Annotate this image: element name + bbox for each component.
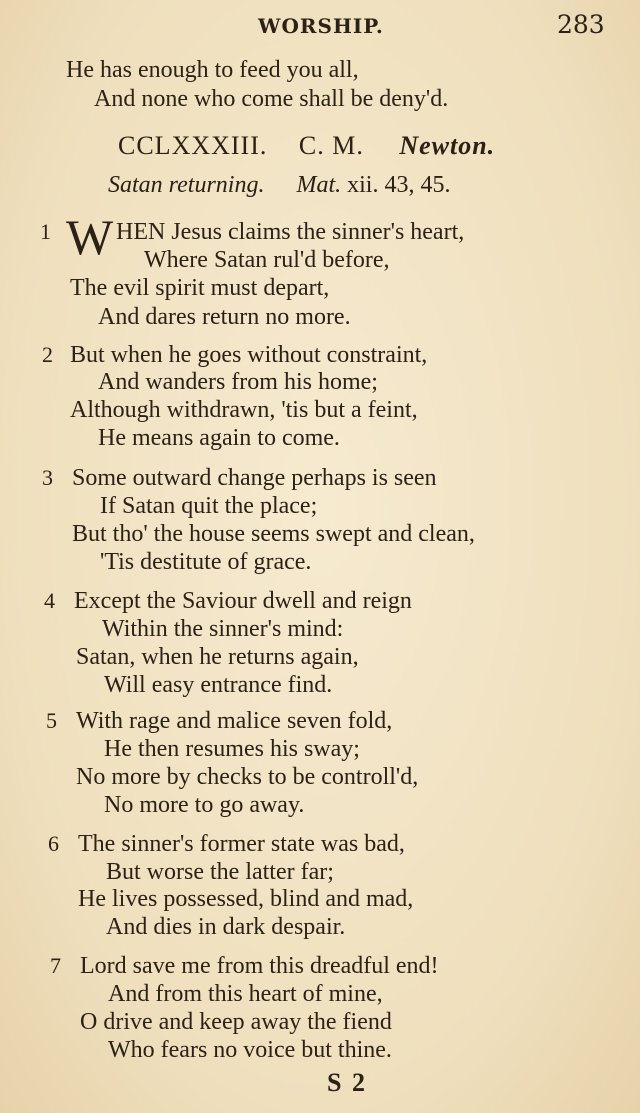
scripture-book: Mat. xyxy=(296,172,342,198)
verse-number: 4 xyxy=(44,588,55,613)
verse-number: 7 xyxy=(50,953,61,978)
running-head xyxy=(0,10,640,40)
signature-mark: S 2 xyxy=(327,1068,367,1097)
verse-line: But when he goes without constraint, xyxy=(70,342,428,368)
verse-line: Will easy entrance find. xyxy=(104,672,333,698)
verse-line: And wanders from his home; xyxy=(98,369,378,395)
verse-line: But worse the latter far; xyxy=(106,859,334,885)
hymn-author: Newton. xyxy=(399,131,496,160)
verse-line: He means again to come. xyxy=(98,425,340,451)
verse-line: Although withdrawn, 'tis but a feint, xyxy=(70,397,418,423)
scripture-chapter-verse: xii. 43, 45. xyxy=(347,172,451,198)
verse-line: Within the sinner's mind: xyxy=(102,616,344,642)
verse-line: With rage and malice seven fold, xyxy=(76,708,393,734)
hymn-subject: Satan returning. xyxy=(108,172,265,198)
verse-line: No more by checks to be controll'd, xyxy=(76,764,419,790)
running-head-title: WORSHIP. xyxy=(258,14,384,38)
verse-number: 5 xyxy=(46,708,57,733)
verse-line: Satan, when he returns again, xyxy=(76,644,359,670)
verse-line: He then resumes his sway; xyxy=(104,736,360,762)
verse-line: And dares return no more. xyxy=(98,304,351,330)
hymn-meter: C. M. xyxy=(298,131,364,160)
carryover-line: He has enough to feed you all, xyxy=(66,57,359,83)
verse-line: Some outward change perhaps is seen xyxy=(72,465,437,491)
hymn-number: CCLXXXIII. xyxy=(118,131,268,160)
hymn-subtitle xyxy=(108,172,450,199)
verse-line: Lord save me from this dreadful end! xyxy=(80,953,439,979)
verse-line: If Satan quit the place; xyxy=(100,493,318,519)
verse-line: 'Tis destitute of grace. xyxy=(100,549,312,575)
verse-line: The sinner's former state was bad, xyxy=(78,831,405,857)
verse-line: And dies in dark despair. xyxy=(106,914,346,940)
verse-line: He lives possessed, blind and mad, xyxy=(78,886,414,912)
verse-line: HEN Jesus claims the sinner's heart, xyxy=(116,219,465,245)
verse-number: 2 xyxy=(42,342,53,367)
page-number: 283 xyxy=(557,10,605,39)
verse-line: And from this heart of mine, xyxy=(108,981,383,1007)
verse-line: O drive and keep away the fiend xyxy=(80,1009,392,1035)
drop-cap: W xyxy=(66,209,114,265)
verse-line: Except the Saviour dwell and reign xyxy=(74,588,412,614)
verse-line: No more to go away. xyxy=(104,792,305,818)
verse-number: 1 xyxy=(40,219,51,244)
hymn-heading xyxy=(118,131,495,161)
carryover-line: And none who come shall be deny'd. xyxy=(94,86,449,112)
verse-line: Where Satan rul'd before, xyxy=(144,247,390,273)
verse-line: Who fears no voice but thine. xyxy=(108,1037,392,1063)
verse-number: 6 xyxy=(48,831,59,856)
verse-line: The evil spirit must depart, xyxy=(70,275,330,301)
scripture-reference xyxy=(296,172,450,198)
verse-line: But tho' the house seems swept and clean, xyxy=(72,521,475,547)
verse-number: 3 xyxy=(42,465,53,490)
